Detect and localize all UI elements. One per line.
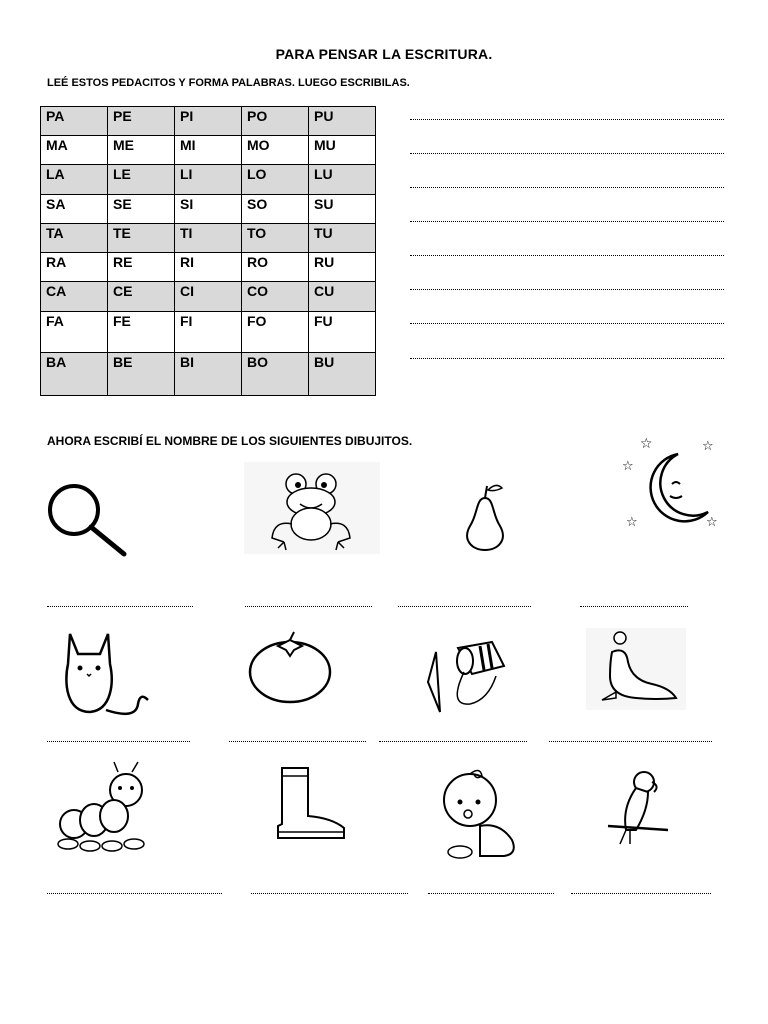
answer-line[interactable] bbox=[47, 741, 190, 742]
syllable-cell: SU bbox=[309, 195, 376, 224]
syllable-cell: PA bbox=[41, 107, 108, 136]
syllable-cell: ME bbox=[108, 136, 175, 165]
syllable-cell: FO bbox=[242, 312, 309, 353]
syllable-cell: TU bbox=[309, 224, 376, 253]
syllable-cell: TE bbox=[108, 224, 175, 253]
syllable-cell: SO bbox=[242, 195, 309, 224]
tomato-icon bbox=[246, 630, 338, 704]
writing-line[interactable] bbox=[410, 119, 724, 120]
answer-line[interactable] bbox=[251, 893, 408, 894]
syllable-cell: LO bbox=[242, 165, 309, 195]
syllable-cell: MA bbox=[41, 136, 108, 165]
pear-icon bbox=[458, 480, 512, 552]
syllable-cell: TI bbox=[175, 224, 242, 253]
syllable-row bbox=[41, 312, 376, 353]
yo-yo-icon bbox=[418, 636, 516, 718]
syllable-cell: FI bbox=[175, 312, 242, 353]
syllable-cell: PU bbox=[309, 107, 376, 136]
syllable-cell: RO bbox=[242, 253, 309, 282]
page-title: PARA PENSAR LA ESCRITURA. bbox=[275, 46, 493, 62]
answer-line[interactable] bbox=[571, 893, 711, 894]
syllable-row bbox=[41, 136, 376, 165]
answer-line[interactable] bbox=[229, 741, 366, 742]
writing-line[interactable] bbox=[410, 153, 724, 154]
seal-icon bbox=[586, 628, 686, 710]
caterpillar-icon bbox=[54, 760, 158, 856]
syllable-cell: RE bbox=[108, 253, 175, 282]
syllable-cell: FA bbox=[41, 312, 108, 353]
answer-line[interactable] bbox=[47, 893, 222, 894]
svg-text:☆: ☆ bbox=[706, 515, 718, 530]
magnifying-glass-icon bbox=[44, 480, 130, 560]
syllable-cell: CO bbox=[242, 282, 309, 312]
moon-icon bbox=[620, 434, 724, 530]
syllable-cell: BI bbox=[175, 353, 242, 396]
syllable-cell: RI bbox=[175, 253, 242, 282]
syllable-cell: BA bbox=[41, 353, 108, 396]
syllable-row bbox=[41, 195, 376, 224]
syllable-cell: SE bbox=[108, 195, 175, 224]
svg-text:☆: ☆ bbox=[622, 459, 634, 474]
syllable-cell: CA bbox=[41, 282, 108, 312]
syllable-cell: CI bbox=[175, 282, 242, 312]
syllable-cell: BE bbox=[108, 353, 175, 396]
syllable-cell: LI bbox=[175, 165, 242, 195]
syllable-cell: CE bbox=[108, 282, 175, 312]
syllable-row bbox=[41, 353, 376, 396]
boot-icon bbox=[272, 766, 350, 844]
syllable-cell: MO bbox=[242, 136, 309, 165]
syllable-cell: MI bbox=[175, 136, 242, 165]
instruction-drawings: AHORA ESCRIBÍ EL NOMBRE DE LOS SIGUIENTES DIBUJITOS. bbox=[47, 434, 413, 448]
writing-line[interactable] bbox=[410, 221, 724, 222]
parrot-icon bbox=[604, 768, 670, 848]
syllable-cell: BO bbox=[242, 353, 309, 396]
syllable-row bbox=[41, 282, 376, 312]
syllable-cell: PO bbox=[242, 107, 309, 136]
answer-line[interactable] bbox=[580, 606, 688, 607]
syllable-cell: SA bbox=[41, 195, 108, 224]
syllable-cell: CU bbox=[309, 282, 376, 312]
syllable-row bbox=[41, 107, 376, 136]
syllable-cell: FU bbox=[309, 312, 376, 353]
answer-line[interactable] bbox=[245, 606, 372, 607]
answer-line[interactable] bbox=[398, 606, 531, 607]
syllable-cell: LA bbox=[41, 165, 108, 195]
writing-line[interactable] bbox=[410, 323, 724, 324]
syllable-table bbox=[40, 106, 376, 396]
syllable-cell: TO bbox=[242, 224, 309, 253]
answer-line[interactable] bbox=[549, 741, 712, 742]
writing-line[interactable] bbox=[410, 289, 724, 290]
writing-line[interactable] bbox=[410, 255, 724, 256]
answer-line[interactable] bbox=[428, 893, 554, 894]
syllable-cell: FE bbox=[108, 312, 175, 353]
baby-icon bbox=[440, 766, 522, 860]
frog-icon bbox=[244, 462, 380, 554]
svg-text:☆: ☆ bbox=[626, 515, 638, 530]
syllable-row bbox=[41, 165, 376, 195]
syllable-row bbox=[41, 224, 376, 253]
syllable-cell: BU bbox=[309, 353, 376, 396]
syllable-cell: SI bbox=[175, 195, 242, 224]
syllable-cell: MU bbox=[309, 136, 376, 165]
instruction-syllables: LEÉ ESTOS PEDACITOS Y FORMA PALABRAS. LUEGO ESCRIBILAS. bbox=[47, 77, 410, 89]
syllable-cell: TA bbox=[41, 224, 108, 253]
syllable-cell: LE bbox=[108, 165, 175, 195]
answer-line[interactable] bbox=[379, 741, 527, 742]
syllable-cell: PE bbox=[108, 107, 175, 136]
syllable-cell: RU bbox=[309, 253, 376, 282]
writing-line[interactable] bbox=[410, 187, 724, 188]
svg-text:☆: ☆ bbox=[702, 439, 714, 454]
writing-line[interactable] bbox=[410, 358, 724, 359]
answer-line[interactable] bbox=[47, 606, 193, 607]
syllable-cell: RA bbox=[41, 253, 108, 282]
cat-icon bbox=[56, 630, 152, 726]
syllable-cell: LU bbox=[309, 165, 376, 195]
svg-text:☆: ☆ bbox=[640, 436, 653, 452]
syllable-cell: PI bbox=[175, 107, 242, 136]
syllable-row bbox=[41, 253, 376, 282]
